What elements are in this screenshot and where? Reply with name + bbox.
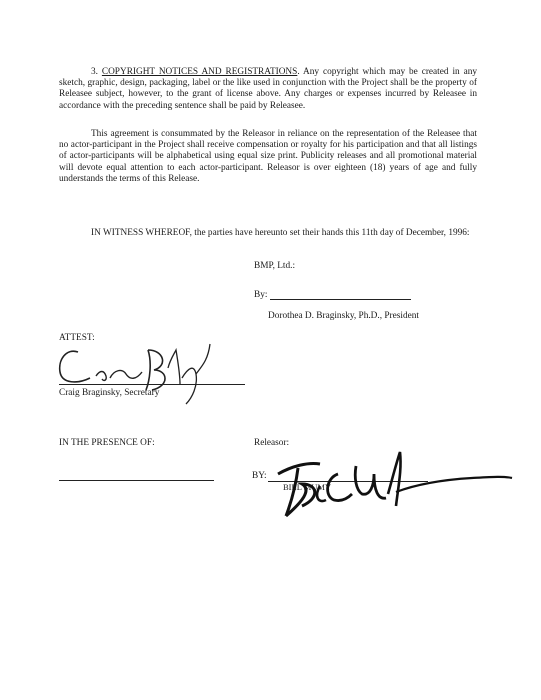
agreement-paragraph: [59, 129, 477, 185]
agreement-body: This agreement is consummated by the Releasor in reliance on the representation of the Releasee that no actor-participant in the Project shall receive compensation or royalty for his participation and that all listings of actor-participants will be alphabetical using equal size print. Publicity releases and all promotional material will devote equal attention to each actor-participant. Releasor is over eighteen (18) years of age and fully understands the terms of this Release.: [59, 129, 477, 184]
section-3-paragraph: [59, 67, 477, 112]
attest-signature-line: [59, 384, 245, 385]
bill-mumy-signature-image: [262, 440, 514, 530]
section-number: 3.: [91, 67, 98, 77]
company-by-label: By:: [254, 290, 268, 300]
witness-body: IN WITNESS WHEREOF, the parties have hereunto set their hands this 11th day of December, 1996:: [91, 228, 470, 238]
releasor-by-label: BY:: [252, 471, 267, 481]
attest-name: Craig Braginsky, Secretary: [59, 388, 160, 398]
section-heading: COPYRIGHT NOTICES AND REGISTRATIONS: [101, 67, 298, 77]
attest-label: ATTEST:: [59, 333, 95, 343]
company-name: BMP, Ltd.:: [254, 261, 296, 271]
presence-signature-line: [59, 480, 214, 481]
releasor-label: Releasor:: [254, 438, 290, 448]
presence-label: IN THE PRESENCE OF:: [59, 438, 155, 448]
company-signature-line: [270, 299, 411, 300]
section-body: . Any copyright which may be created in any sketch, graphic, design, packaging, label or the like used in conjunction with the Project shall be the property of Releasee subject, however, to the grant of license above. Any charges or expenses incurred by Releasee in accordance with the preceding sentence shall be paid by Releasee.: [59, 67, 477, 111]
releasor-name: BILL MUMY: [283, 482, 332, 492]
witness-paragraph: [59, 228, 477, 239]
company-signatory: Dorothea D. Braginsky, Ph.D., President: [268, 311, 419, 321]
